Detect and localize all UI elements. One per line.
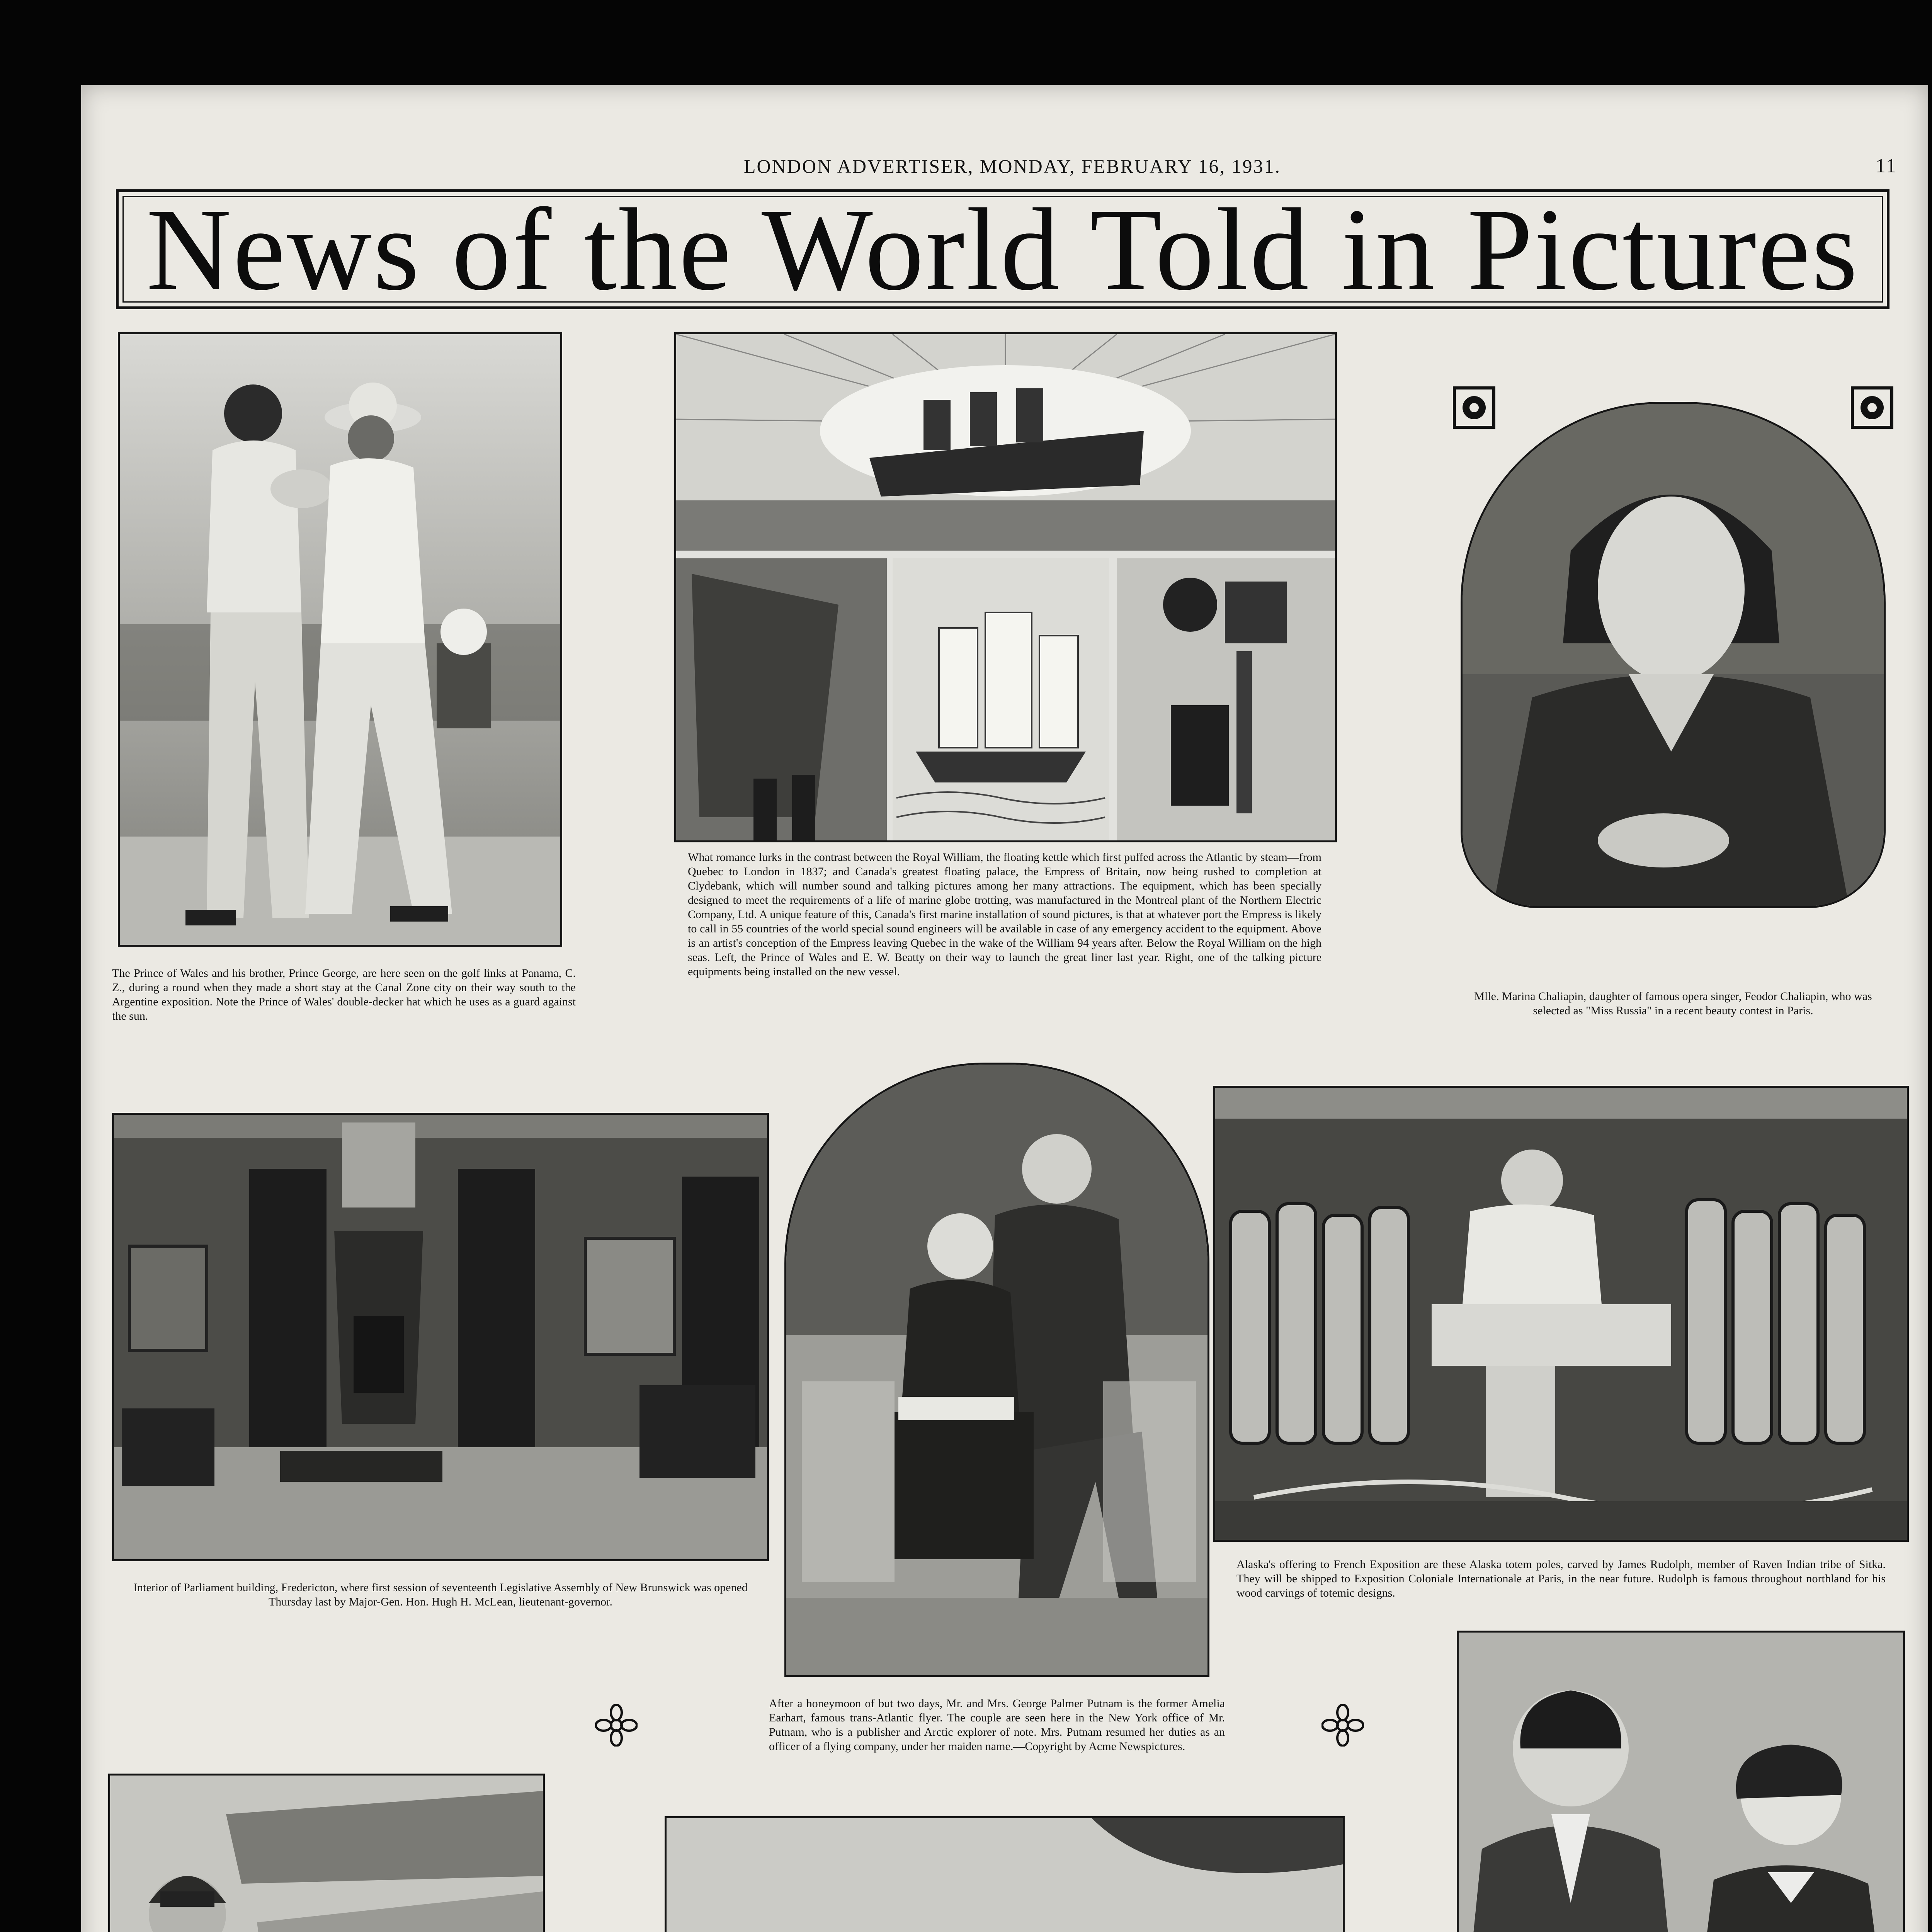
headline: News of the World Told in Pictures [146,184,1859,315]
page-number: 11 [1875,155,1897,177]
headline-box [116,184,1889,315]
sound-equipment-photo [1117,558,1335,840]
masthead-line: LONDON ADVERTISER, MONDAY, FEBRUARY 16, 1931. [743,155,1281,177]
photo-marina-chaliapin [1461,402,1886,908]
photo-putnam-earhart [784,1063,1209,1677]
caption-totems: Alaska's offering to French Exposition are these Alaska totem poles, carved by James Rudolph, member of Raven Indian tribe of Sitka. They will be shipped to Exposition Coloniale Internationale at Paris, in the near future. Rudolph is famous throughout northland for his wood carvings of totemic designs. [1236,1558,1886,1599]
photo-prince-golf [118,332,562,947]
royal-william-ship [893,558,1109,840]
photo-empress-of-asia [665,1816,1345,1932]
photo-parliament-interior [112,1113,769,1561]
corner-ornament-right [1851,386,1893,429]
caption-empress: What romance lurks in the contrast between the Royal William, the floating kettle which first puffed across the Atlantic by steam—from Quebec to London in 1837; and Canada's greatest floating palace, the Empress of Britain, now being rushed to completion at Clydebank, which will number sound and talking pictures among her many attractions. The equipment, which has been specially designed to meet the requirements of a life of marine globe trotting, was manufactured in the Montreal plant of the Northern Electric Company, Ltd. A unique feature of this, Canada's first marine installation of sound pictures, is that at whatever port the Empress is likely to call in 55 countries of the world special sound engineers will be available in case of any emergency accident to the equipment. Above is an artist's conception of the Empress leaving Quebec in the wake of the William 94 years after. Below the Royal William on the high seas. Left, the Prince of Wales and E. W. Beatty on their way to launch the great liner last year. Right, one of the talking picture equipments being installed on the new vessel. [688,851,1321,978]
photo-empress-montage [674,332,1337,842]
flower-ornament-left [595,1704,638,1747]
caption-putnam: After a honeymoon of but two days, Mr. and Mrs. George Palmer Putnam is the former Amelia Earhart, famous trans-Atlantic flyer. The couple are seen here in the New York office of Mr. Putnam, who is a publisher and Arctic explorer of note. Mrs. Putnam resumed her duties as an officer of a flying company, under her maiden name.—Copyright by Acme Newspictures. [769,1697,1225,1753]
photo-sterry-summers [1457,1631,1905,1932]
masthead [104,155,1920,178]
artist-liner [676,334,1335,551]
photo-alaska-totems [1213,1086,1909,1542]
caption-prince: The Prince of Wales and his brother, Prince George, are here seen on the golf links at Panama, C. Z., during a round when they made a short stay at the Canal Zone city on their way south to the Argentine exposition. Note the Prince of Wales' double-decker hat which he uses as a guard against the sun. [112,967,576,1022]
photo-guy-menzies [108,1774,545,1932]
flower-ornament-right [1321,1704,1364,1747]
corner-ornament-left [1453,386,1495,429]
construction-photo [676,558,887,840]
caption-chaliapin: Mlle. Marina Chaliapin, daughter of famous opera singer, Feodor Chaliapin, who was selected as "Miss Russia" in a recent beauty contest in Paris. [1474,990,1872,1017]
caption-parliament: Interior of Parliament building, Fredericton, where first session of seventeenth Legislative Assembly of New Brunswick was opened Thursday last by Major-Gen. Hon. Hugh H. McLean, lieutenant-governor. [133,1581,748,1608]
